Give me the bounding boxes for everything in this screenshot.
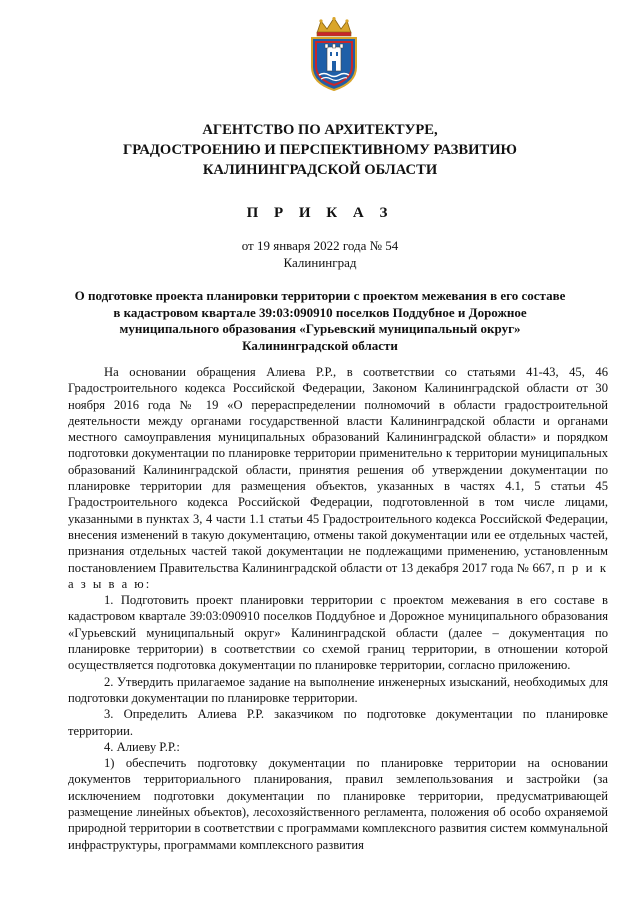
paragraph-item-1: 1. Подготовить проект планировки территории с проектом межевания в его составе в кадастровом квартале 39:03:090910 поселков Поддубное и Дорожное муниципального образования «Гурьевский муниципальный округ» Калининградской области (далее – документация по планировке территории) в соответствии со схемой границ территории, в отношении которой осуществляется подготовка документации по планировке территории, согласно приложению. <box>68 593 608 673</box>
order-title: П Р И К А З <box>246 205 394 221</box>
order-city: Калининград <box>283 255 357 270</box>
agency-name <box>60 120 580 180</box>
subject-line: О подготовке проекта планировки территории с проектом межевания в его составе <box>74 288 566 303</box>
paragraph-item-3: 3. Определить Алиева Р.Р. заказчиком по подготовке документации по планировке территории. <box>68 707 608 738</box>
agency-line: ГРАДОСТРОЕНИЮ И ПЕРСПЕКТИВНОМУ РАЗВИТИЮ <box>123 142 517 158</box>
paragraph-intro <box>68 364 608 592</box>
order-subject <box>70 288 570 354</box>
paragraph-item-4-1: 1) обеспечить подготовку документации по планировке территории на основании документов территориального планирования, правил землепользования и застройки (за исключением подготовки документации по планировке территории, предусматривающей размещение линейных объектов), лесохозяйственного регламента, положения об особо охраняемой природной территории в соответствии с программами комплексного развития систем коммунальной инфраструктуры, программами комплексного развития <box>68 756 608 852</box>
agency-line: КАЛИНИНГРАДСКОЙ ОБЛАСТИ <box>202 162 438 178</box>
intro-keyword: п р и к а з ы в а ю: <box>68 560 608 591</box>
agency-line: АГЕНТСТВО ПО АРХИТЕКТУРЕ, <box>202 122 438 138</box>
order-body <box>68 364 608 853</box>
intro-text: На основании обращения Алиева Р.Р., в соответствии со статьями 41-43, 45, 46 Градостроительного кодекса Российской Федерации, Законом Калининградской области от 30 ноября 2016 года № 19 «О перераспределении полномочий в области градостроительной деятельности между органами государственной власти Калининградской области и органами местного самоуправления муниципальных образований Калининградской области» и порядком подготовки документации по планировке территории применительно к территории муниципальных образований Калининградской области, принятия решения об утверждении документации по планировке территории для размещения объектов, указанных в частях 4.1, 5 статьи 45 Градостроительного кодекса Российской Федерации, подготовленной в том числе лицами, указанными в пунктах 3, 4 части 1.1 статьи 45 Градостроительного кодекса Российской Федерации, внесения изменений в такую документацию, отмены такой документации или ее отдельных частей, признания отдельных частей такой документации не подлежащими применению, установленным постановлением Правительства Калининградской области от 13 декабря 2017 года № 667, <box>68 365 608 575</box>
subject-line: в кадастровом квартале 39:03:090910 поселков Поддубное и Дорожное <box>113 304 527 320</box>
paragraph-item-2: 2. Утвердить прилагаемое задание на выполнение инженерных изысканий, необходимых для подготовки документации по планировке территории. <box>68 674 608 705</box>
kaliningrad-coat-of-arms-icon <box>307 17 361 91</box>
subject-line: муниципального образования «Гурьевский муниципальный округ» <box>119 321 521 337</box>
order-date: от 19 января 2022 года № 54 <box>241 238 399 253</box>
subject-line: Калининградской области <box>242 337 398 353</box>
paragraph-item-4: 4. Алиеву Р.Р.: <box>104 739 180 754</box>
